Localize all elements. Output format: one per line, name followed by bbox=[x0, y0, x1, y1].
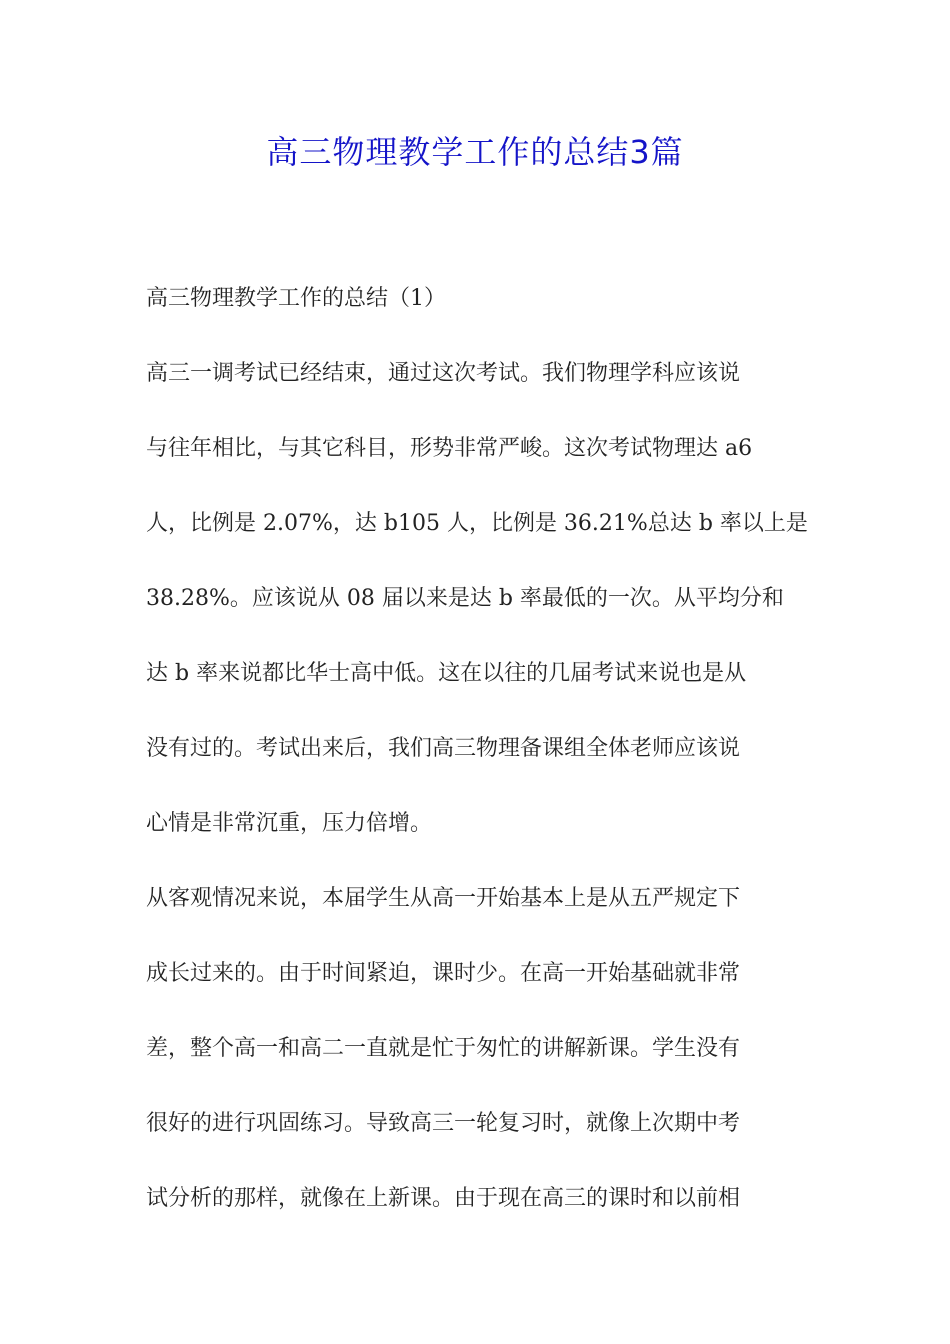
paragraph-line: 试分析的那样，就像在上新课。由于现在高三的课时和以前相 bbox=[146, 1186, 741, 1211]
section-heading: 高三物理教学工作的总结（1） bbox=[146, 286, 446, 311]
paragraph-line: 人，比例是 2.07%，达 b105 人，比例是 36.21%总达 b 率以上是 bbox=[146, 511, 808, 536]
paragraph-line: 38.28%。应该说从 08 届以来是达 b 率最低的一次。从平均分和 bbox=[146, 586, 784, 611]
paragraph-line: 很好的进行巩固练习。导致高三一轮复习时，就像上次期中考 bbox=[146, 1111, 741, 1136]
paragraph-line: 从客观情况来说，本届学生从高一开始基本上是从五严规定下 bbox=[146, 886, 741, 911]
paragraph-line: 没有过的。考试出来后，我们高三物理备课组全体老师应该说 bbox=[146, 736, 741, 761]
paragraph-2 bbox=[146, 861, 808, 1236]
paragraph-1 bbox=[146, 336, 808, 861]
document-body bbox=[146, 261, 808, 1236]
document-title: 高三物理教学工作的总结3篇 bbox=[266, 133, 684, 171]
paragraph-line: 成长过来的。由于时间紧迫，课时少。在高一开始基础就非常 bbox=[146, 961, 741, 986]
paragraph-line: 达 b 率来说都比华士高中低。这在以往的几届考试来说也是从 bbox=[146, 661, 747, 686]
paragraph-line: 心情是非常沉重，压力倍增。 bbox=[146, 811, 433, 836]
paragraph-line: 与往年相比，与其它科目，形势非常严峻。这次考试物理达 a6 bbox=[146, 436, 753, 461]
paragraph-line: 差，整个高一和高二一直就是忙于匆忙的讲解新课。学生没有 bbox=[146, 1036, 741, 1061]
paragraph-line: 高三一调考试已经结束，通过这次考试。我们物理学科应该说 bbox=[146, 361, 741, 386]
